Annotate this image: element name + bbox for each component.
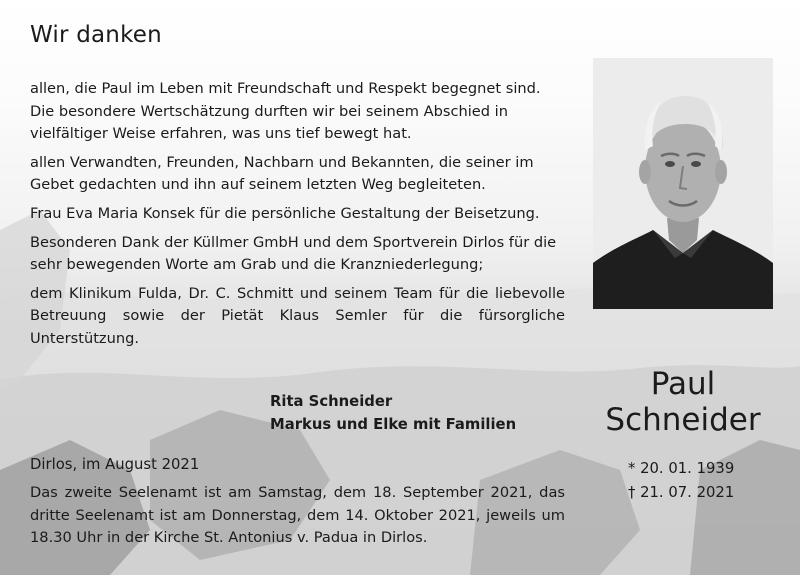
heading-wir-danken: Wir danken (30, 22, 162, 48)
signer-1: Rita Schneider (270, 393, 393, 410)
thanks-paragraph-4: Besonderen Dank der Küllmer GmbH und dem Sportverein Dirlos für die sehr bewegenden Worte am Grab und die Kranzniederlegung; (30, 233, 557, 274)
thanks-paragraph-1: allen, die Paul im Leben mit Freundschaft und Respekt begegnet sind. Die besondere Wertschätzung durften wir bei seinem Abschied in vielfältiger Weise erfahren, was uns tief bewegt hat. (30, 80, 541, 143)
deceased-first-name: Paul (650, 366, 716, 402)
signer-2: Markus und Elke mit Familien (270, 416, 517, 433)
deceased-name (593, 366, 773, 438)
thanks-paragraphs (30, 78, 565, 351)
portrait-image (593, 58, 773, 309)
life-dates (628, 457, 734, 505)
thanks-paragraph-3: Frau Eva Maria Konsek für die persönliche Gestaltung der Beisetzung. (30, 204, 540, 222)
thanks-paragraph-2: allen Verwandten, Freunden, Nachbarn und Bekannten, die seiner im Gebet gedachten und ihn auf seinem letzten Weg begleiteten. (30, 153, 534, 194)
portrait-photo (593, 58, 773, 309)
thanks-paragraph-5: dem Klinikum Fulda, Dr. C. Schmitt und seinem Team für die liebevolle Betreuung sowie der Pietät Klaus Semler für die fürsorgliche Unterstützung. (30, 284, 565, 347)
place-date: Dirlos, im August 2021 (30, 456, 200, 473)
mass-notice: Das zweite Seelenamt ist am Samstag, dem 18. September 2021, das dritte Seelenamt ist am Donnerstag, dem 14. Oktober 2021, jeweils um 18.30 Uhr in der Kirche St. Antonius v. Padua in Dirlos. (30, 484, 565, 547)
signers (270, 390, 516, 436)
death-date: † 21. 07. 2021 (628, 484, 735, 501)
deceased-last-name: Schneider (605, 402, 761, 438)
birth-date: * 20. 01. 1939 (628, 460, 735, 477)
